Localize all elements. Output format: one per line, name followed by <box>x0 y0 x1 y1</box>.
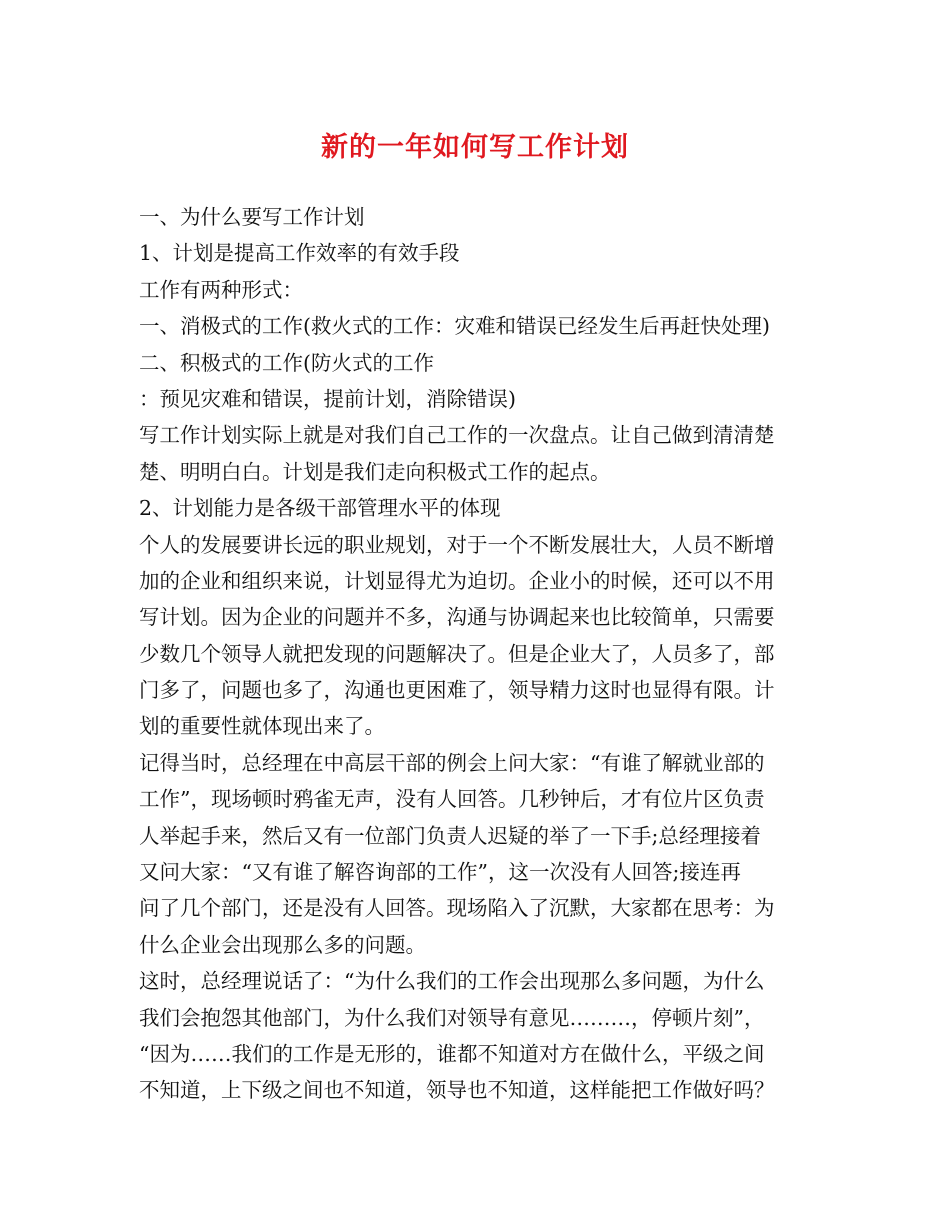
body-line: 楚、明明白白。计划是我们走向积极式工作的起点。 <box>139 459 611 484</box>
body-line: 工作”，现场顿时鸦雀无声，没有人回答。几秒钟后，才有位片区负责 <box>139 787 765 812</box>
body-line: 问了几个部门，还是没有人回答。现场陷入了沉默，大家都在思考：为 <box>139 896 775 921</box>
body-line: 一、为什么要写工作计划 <box>139 205 365 229</box>
body-line: 我们会抱怨其他部门，为什么我们对领导有意见………，停顿片刻”， <box>139 1005 765 1030</box>
body-line: 写计划。因为企业的问题并不多，沟通与协调起来也比较简单，只需要 <box>139 605 775 630</box>
body-line: 门多了，问题也多了，沟通也更困难了，领导精力这时也显得有限。计 <box>139 678 775 703</box>
body-line: 人举起手来，然后又有一位部门负责人迟疑的举了一下手;总经理接着 <box>139 823 761 848</box>
body-line: 划的重要性就体现出来了。 <box>139 714 385 739</box>
body-line: 加的企业和组织来说，计划显得尤为迫切。企业小的时候，还可以不用 <box>139 568 775 593</box>
body-line: 什么企业会出现那么多的问题。 <box>139 932 426 957</box>
body-line: “因为……我们的工作是无形的，谁都不知道对方在做什么，平级之间 <box>139 1041 765 1066</box>
body-line: 记得当时，总经理在中高层干部的例会上问大家：“有谁了解就业部的 <box>139 750 765 775</box>
body-line: 个人的发展要讲长远的职业规划，对于一个不断发展壮大，人员不断增 <box>139 532 775 557</box>
body-line: 少数几个领导人就把发现的问题解决了。但是企业大了，人员多了，部 <box>139 641 775 666</box>
body-line: 这时，总经理说话了：“为什么我们的工作会出现那么多问题，为什么 <box>139 969 765 994</box>
document-body <box>139 199 815 1109</box>
body-line: 二、积极式的工作(防火式的工作 <box>139 350 434 375</box>
body-line: 一、消极式的工作(救火式的工作：灾难和错误已经发生后再赶快处理) <box>139 314 770 339</box>
body-line: 不知道，上下级之间也不知道，领导也不知道，这样能把工作做好吗？ <box>139 1078 775 1103</box>
body-line: 工作有两种形式： <box>139 277 303 302</box>
body-line: ：预见灾难和错误，提前计划，消除错误) <box>139 386 516 411</box>
document-title: 新的一年如何写工作计划 <box>321 132 629 163</box>
body-line: 又问大家：“又有谁了解咨询部的工作”，这一次没有人回答;接连再 <box>139 860 741 885</box>
body-line: 写工作计划实际上就是对我们自己工作的一次盘点。让自己做到清清楚 <box>139 423 775 448</box>
body-line: 2、计划能力是各级干部管理水平的体现 <box>139 496 501 521</box>
body-line: 1、计划是提高工作效率的有效手段 <box>139 241 460 266</box>
